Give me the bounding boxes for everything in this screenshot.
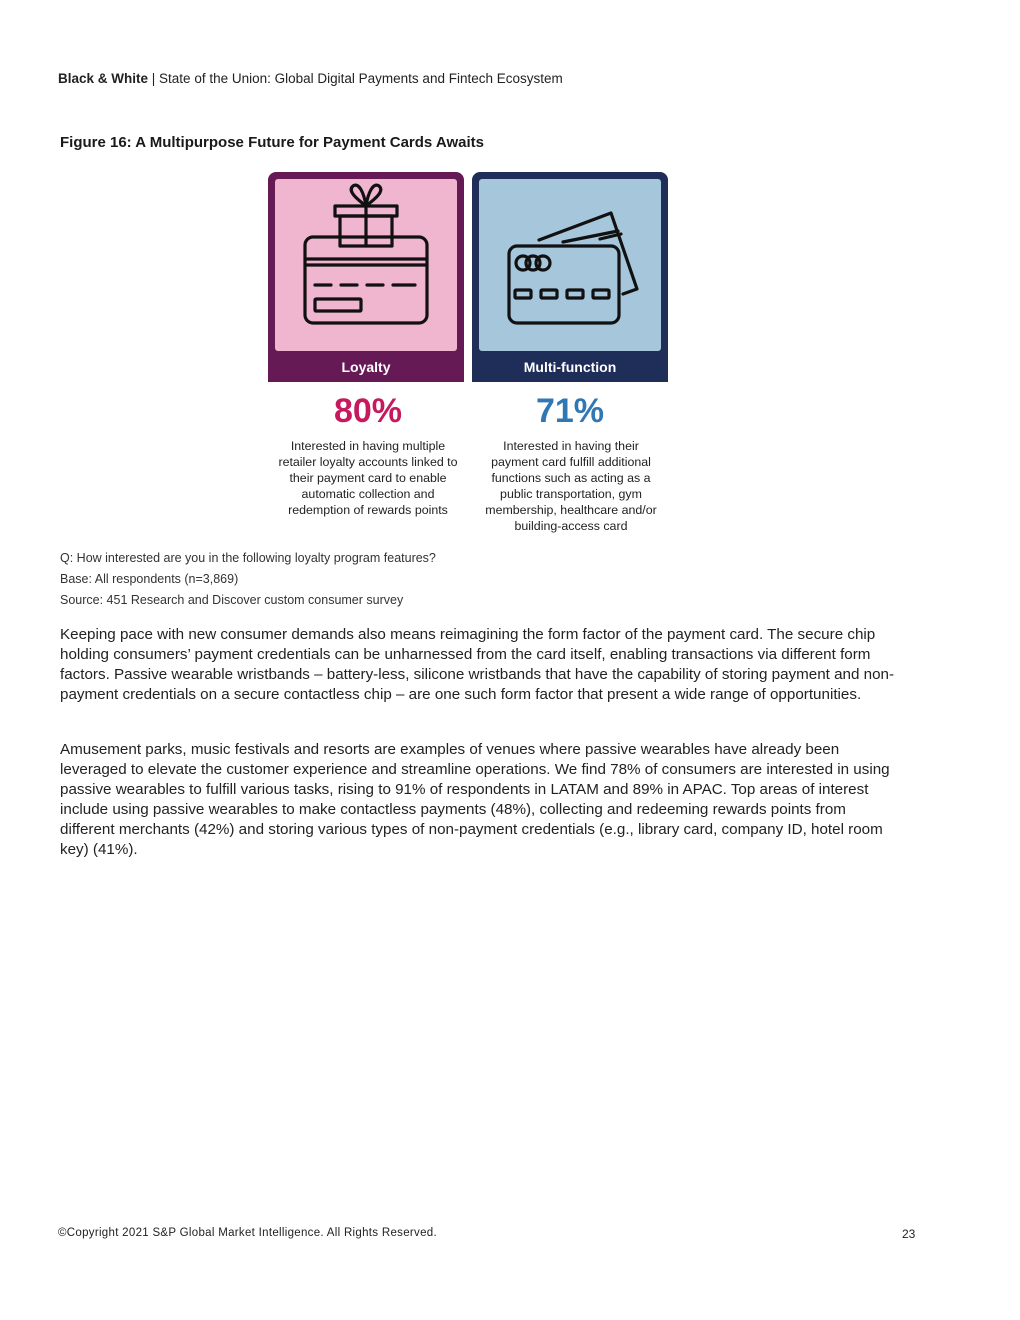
loyalty-label: Loyalty [341, 358, 391, 375]
loyalty-tile [268, 172, 464, 382]
copyright-footer: ©Copyright 2021 S&P Global Market Intelligence. All Rights Reserved. [58, 1227, 437, 1239]
body-paragraph: Keeping pace with new consumer demands also means reimagining the form factor of the payment card. The secure chip holding consumers’ payment credentials can be unharnessed from the card itself, enabling transactions via different form factors. Passive wearable wristbands – battery-less, silicone wristbands that have the capability of storing payment and non-payment credentials on a secure contactless chip – are one such form factor that present a wide range of opportunities. [60, 626, 895, 703]
survey-base: Base: All respondents (n=3,869) [60, 572, 239, 586]
stacked-cards-icon [479, 179, 661, 351]
header-subtitle: State of the Union: Global Digital Payments and Fintech Ecosystem [159, 71, 563, 86]
header-brand: Black & White [58, 71, 149, 86]
loyalty-icon-panel [275, 179, 457, 351]
body-paragraph: Amusement parks, music festivals and resorts are examples of venues where passive wearables have already been leveraged to elevate the customer experience and streamline operations. We find 78% of consumers are interested in using passive wearables to fulfill various tasks, rising to 91% of respondents in LATAM and 89% in APAC. Top areas of interest include using passive wearables to make contactless payments (48%), collecting and redeeming rewards points from different merchants (42%) and storing various types of non-payment credentials (e.g., library card, company ID, hotel room key) (41%). [60, 741, 890, 858]
loyalty-description: Interested in having multiple retailer loyalty accounts linked to their payment card to enable automatic collection and redemption of rewards points [278, 439, 458, 517]
survey-question: Q: How interested are you in the following loyalty program features? [60, 551, 436, 565]
survey-source: Source: 451 Research and Discover custom consumer survey [60, 593, 404, 607]
gift-card-icon [275, 179, 457, 351]
figure-notes [60, 550, 436, 613]
page-number: 23 [902, 1227, 916, 1241]
header-separator: | [148, 71, 160, 86]
multifunction-label: Multi-function [523, 358, 617, 375]
loyalty-stat: 80% [333, 392, 403, 430]
multifunction-tile [472, 172, 668, 382]
multifunction-icon-panel [479, 179, 661, 351]
figure-title: Figure 16: A Multipurpose Future for Payment Cards Awaits [60, 134, 484, 151]
multifunction-description: Interested in having their payment card fulfill additional functions such as acting as a public transportation, gym membership, healthcare and/or building-access card [485, 439, 657, 533]
running-header [58, 71, 563, 86]
multifunction-stat: 71% [535, 392, 605, 430]
